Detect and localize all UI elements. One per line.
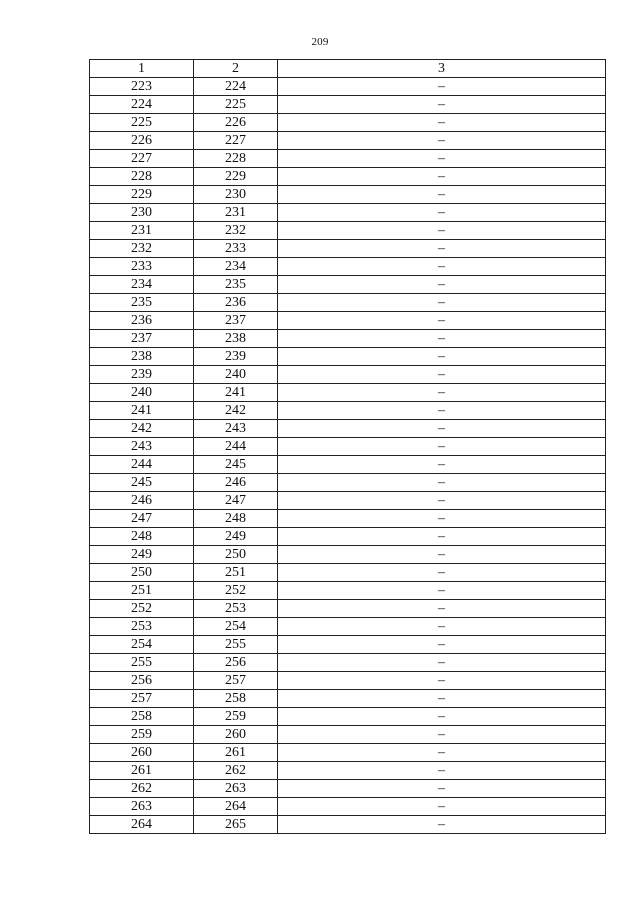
- table-cell-col-3: –: [278, 420, 606, 438]
- table-cell-col-1: 249: [90, 546, 194, 564]
- table-cell-col-3: –: [278, 114, 606, 132]
- table-cell-col-3: –: [278, 780, 606, 798]
- table-cell-col-1: 229: [90, 186, 194, 204]
- table-cell-col-1: 234: [90, 276, 194, 294]
- table-cell-col-2: 258: [194, 690, 278, 708]
- table-cell-col-2: 240: [194, 366, 278, 384]
- table-row: [90, 528, 606, 546]
- table-row: [90, 798, 606, 816]
- table-cell-col-2: 236: [194, 294, 278, 312]
- table-row: [90, 186, 606, 204]
- table-cell-col-1: 226: [90, 132, 194, 150]
- table-cell-col-1: 250: [90, 564, 194, 582]
- table-cell-col-2: 255: [194, 636, 278, 654]
- table-cell-col-2: 224: [194, 78, 278, 96]
- table-cell-col-3: –: [278, 708, 606, 726]
- table-row: [90, 276, 606, 294]
- table-row: [90, 762, 606, 780]
- table-cell-col-1: 251: [90, 582, 194, 600]
- table-cell-col-1: 261: [90, 762, 194, 780]
- table-row: [90, 474, 606, 492]
- table-cell-col-1: 242: [90, 420, 194, 438]
- table-cell-col-3: –: [278, 384, 606, 402]
- table-cell-col-2: 246: [194, 474, 278, 492]
- table-cell-col-2: 238: [194, 330, 278, 348]
- table-row: [90, 780, 606, 798]
- table-cell-col-1: 223: [90, 78, 194, 96]
- table-row: [90, 618, 606, 636]
- table-cell-col-2: 229: [194, 168, 278, 186]
- table-cell-col-2: 254: [194, 618, 278, 636]
- table-cell-col-1: 232: [90, 240, 194, 258]
- table-cell-col-1: 236: [90, 312, 194, 330]
- table-cell-col-3: –: [278, 456, 606, 474]
- table-cell-col-2: 230: [194, 186, 278, 204]
- table-row: [90, 816, 606, 834]
- table-cell-col-3: –: [278, 402, 606, 420]
- table-cell-col-3: –: [278, 564, 606, 582]
- table-cell-col-3: –: [278, 582, 606, 600]
- table-row: [90, 636, 606, 654]
- table-cell-col-2: 232: [194, 222, 278, 240]
- table-row: [90, 708, 606, 726]
- table-row: [90, 492, 606, 510]
- table-cell-col-2: 263: [194, 780, 278, 798]
- table-cell-col-2: 264: [194, 798, 278, 816]
- table-row: [90, 114, 606, 132]
- table-cell-col-1: 253: [90, 618, 194, 636]
- table-cell-col-3: –: [278, 816, 606, 834]
- column-header-2: 2: [194, 60, 278, 78]
- table-cell-col-2: 259: [194, 708, 278, 726]
- table-cell-col-3: –: [278, 186, 606, 204]
- data-table: [89, 59, 606, 834]
- table-cell-col-3: –: [278, 600, 606, 618]
- table-cell-col-3: –: [278, 546, 606, 564]
- table-cell-col-1: 248: [90, 528, 194, 546]
- table-cell-col-2: 235: [194, 276, 278, 294]
- table-cell-col-1: 237: [90, 330, 194, 348]
- table-cell-col-1: 231: [90, 222, 194, 240]
- table-cell-col-1: 264: [90, 816, 194, 834]
- table-row: [90, 312, 606, 330]
- table-cell-col-3: –: [278, 726, 606, 744]
- table-cell-col-3: –: [278, 636, 606, 654]
- table-cell-col-2: 237: [194, 312, 278, 330]
- table-cell-col-2: 247: [194, 492, 278, 510]
- table-cell-col-3: –: [278, 222, 606, 240]
- table-row: [90, 348, 606, 366]
- table-cell-col-2: 227: [194, 132, 278, 150]
- table-row: [90, 402, 606, 420]
- column-header-1: 1: [90, 60, 194, 78]
- table-cell-col-3: –: [278, 474, 606, 492]
- table-cell-col-2: 265: [194, 816, 278, 834]
- table-cell-col-3: –: [278, 528, 606, 546]
- table-row: [90, 294, 606, 312]
- table-row: [90, 222, 606, 240]
- table-cell-col-1: 228: [90, 168, 194, 186]
- column-header-3: 3: [278, 60, 606, 78]
- table-cell-col-1: 247: [90, 510, 194, 528]
- table-row: [90, 564, 606, 582]
- table-cell-col-3: –: [278, 258, 606, 276]
- table-cell-col-2: 243: [194, 420, 278, 438]
- table-body: [90, 78, 606, 834]
- table-cell-col-3: –: [278, 744, 606, 762]
- table-cell-col-3: –: [278, 654, 606, 672]
- table-row: [90, 546, 606, 564]
- page-number: 209: [311, 36, 329, 48]
- table-cell-col-2: 231: [194, 204, 278, 222]
- table-row: [90, 582, 606, 600]
- table-cell-col-1: 262: [90, 780, 194, 798]
- table-row: [90, 672, 606, 690]
- table-cell-col-1: 254: [90, 636, 194, 654]
- table-row: [90, 744, 606, 762]
- table-cell-col-2: 252: [194, 582, 278, 600]
- table-cell-col-2: 225: [194, 96, 278, 114]
- table-cell-col-1: 245: [90, 474, 194, 492]
- table-cell-col-3: –: [278, 240, 606, 258]
- table-cell-col-1: 257: [90, 690, 194, 708]
- table-cell-col-2: 248: [194, 510, 278, 528]
- table-row: [90, 510, 606, 528]
- table-cell-col-3: –: [278, 276, 606, 294]
- table-cell-col-2: 233: [194, 240, 278, 258]
- table-cell-col-2: 226: [194, 114, 278, 132]
- table-cell-col-3: –: [278, 78, 606, 96]
- table-cell-col-2: 251: [194, 564, 278, 582]
- table-row: [90, 204, 606, 222]
- table-cell-col-1: 239: [90, 366, 194, 384]
- table-cell-col-1: 230: [90, 204, 194, 222]
- table-row: [90, 726, 606, 744]
- table-cell-col-3: –: [278, 348, 606, 366]
- table-cell-col-2: 249: [194, 528, 278, 546]
- table-row: [90, 258, 606, 276]
- table-row: [90, 690, 606, 708]
- header-row: [90, 60, 606, 78]
- table-header: [90, 60, 606, 78]
- table-row: [90, 240, 606, 258]
- table-cell-col-3: –: [278, 312, 606, 330]
- table-row: [90, 456, 606, 474]
- table-cell-col-1: 243: [90, 438, 194, 456]
- table-row: [90, 420, 606, 438]
- table-cell-col-1: 235: [90, 294, 194, 312]
- table-cell-col-1: 227: [90, 150, 194, 168]
- table-cell-col-3: –: [278, 798, 606, 816]
- table-cell-col-2: 234: [194, 258, 278, 276]
- table-cell-col-3: –: [278, 294, 606, 312]
- table-cell-col-3: –: [278, 510, 606, 528]
- table-cell-col-2: 260: [194, 726, 278, 744]
- table-cell-col-3: –: [278, 150, 606, 168]
- table-cell-col-3: –: [278, 492, 606, 510]
- table-cell-col-1: 256: [90, 672, 194, 690]
- table-cell-col-2: 241: [194, 384, 278, 402]
- table-cell-col-1: 263: [90, 798, 194, 816]
- table-cell-col-3: –: [278, 438, 606, 456]
- table-cell-col-1: 240: [90, 384, 194, 402]
- table-row: [90, 150, 606, 168]
- table-cell-col-1: 246: [90, 492, 194, 510]
- table-cell-col-2: 261: [194, 744, 278, 762]
- table-cell-col-2: 244: [194, 438, 278, 456]
- table-cell-col-3: –: [278, 672, 606, 690]
- table-row: [90, 600, 606, 618]
- table-cell-col-1: 224: [90, 96, 194, 114]
- table-cell-col-2: 239: [194, 348, 278, 366]
- table-cell-col-1: 241: [90, 402, 194, 420]
- table-cell-col-1: 259: [90, 726, 194, 744]
- table-row: [90, 168, 606, 186]
- table-cell-col-1: 238: [90, 348, 194, 366]
- table-cell-col-3: –: [278, 618, 606, 636]
- table-row: [90, 78, 606, 96]
- table-row: [90, 384, 606, 402]
- table-cell-col-2: 256: [194, 654, 278, 672]
- table-cell-col-2: 228: [194, 150, 278, 168]
- table-cell-col-3: –: [278, 96, 606, 114]
- table-cell-col-2: 242: [194, 402, 278, 420]
- table-cell-col-3: –: [278, 204, 606, 222]
- table-cell-col-3: –: [278, 366, 606, 384]
- table-row: [90, 654, 606, 672]
- table-cell-col-2: 250: [194, 546, 278, 564]
- table-cell-col-3: –: [278, 690, 606, 708]
- table-cell-col-1: 225: [90, 114, 194, 132]
- table-cell-col-3: –: [278, 132, 606, 150]
- table-cell-col-3: –: [278, 762, 606, 780]
- table-cell-col-2: 245: [194, 456, 278, 474]
- table-cell-col-2: 253: [194, 600, 278, 618]
- table-row: [90, 330, 606, 348]
- table-cell-col-1: 258: [90, 708, 194, 726]
- table-row: [90, 132, 606, 150]
- table-cell-col-1: 252: [90, 600, 194, 618]
- table-cell-col-2: 262: [194, 762, 278, 780]
- table-cell-col-3: –: [278, 168, 606, 186]
- table-cell-col-1: 233: [90, 258, 194, 276]
- table-cell-col-3: –: [278, 330, 606, 348]
- table-row: [90, 438, 606, 456]
- table-cell-col-1: 260: [90, 744, 194, 762]
- table-cell-col-1: 255: [90, 654, 194, 672]
- table-row: [90, 366, 606, 384]
- table-cell-col-2: 257: [194, 672, 278, 690]
- table-cell-col-1: 244: [90, 456, 194, 474]
- table-row: [90, 96, 606, 114]
